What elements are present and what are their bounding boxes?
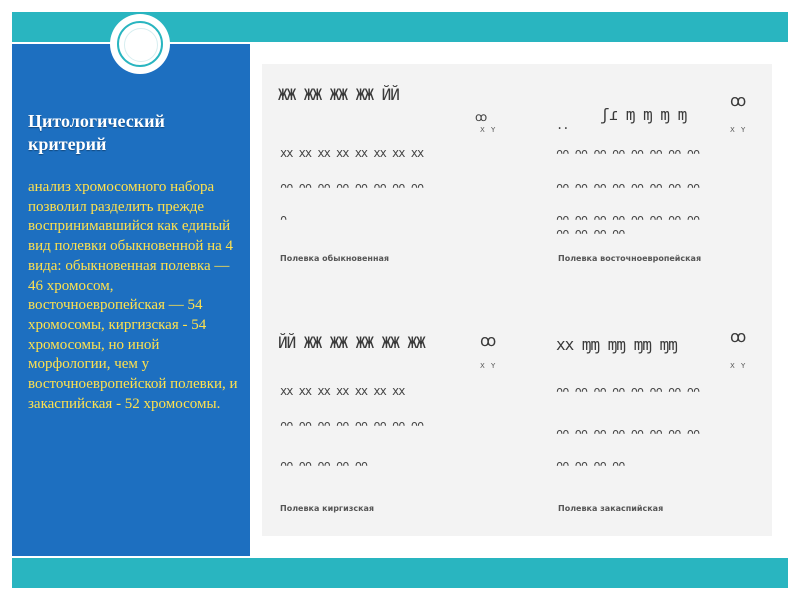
chromosome-row-large: хх ɱɱ ɱɱ ɱɱ ɱɱ bbox=[556, 335, 677, 354]
chromosome-row: ᴖᴖ ᴖᴖ ᴖᴖ ᴖᴖ ᴖᴖ ᴖᴖ ᴖᴖ ᴖᴖ bbox=[556, 180, 700, 194]
chromosome-row: хх хх хх хх хх хх хх хх bbox=[280, 146, 424, 160]
sex-chromosome-mark: ꝏ bbox=[730, 327, 746, 346]
sex-chromosome-mark: ꝏ bbox=[475, 110, 487, 124]
panel-caption: Полевка обыкновенная bbox=[280, 254, 389, 263]
karyotype-figure bbox=[262, 64, 772, 536]
panel-caption: Полевка восточноевропейская bbox=[558, 254, 702, 263]
xy-label: X Y bbox=[730, 126, 748, 134]
slide-body-text: анализ хромосомного набора позволил разделить прежде воспринимавшийся как единый вид полевки обыкновенной на 4 вида: обыкновенная полевка — 46 хромосом, восточноевропейская — 54 хромосомы, киргизская - 54 хромосомы, но иной морфологии, чем у восточноевропейской полевки, и закаспийская - 52 хромосомы. bbox=[28, 179, 238, 412]
xy-label: X Y bbox=[730, 362, 748, 370]
karyotype-panel-kyrgyz-vole bbox=[270, 314, 520, 544]
chromosome-row: ᴖᴖ ᴖᴖ ᴖᴖ ᴖᴖ ᴖᴖ bbox=[280, 458, 368, 472]
sex-chromosome-mark: ꝏ bbox=[730, 91, 746, 110]
karyotype-panel-east-european-vole bbox=[552, 76, 767, 306]
chromosome-row: хх хх хх хх хх хх хх bbox=[280, 384, 405, 398]
chromosome-row: ᴖᴖ ᴖᴖ ᴖᴖ ᴖᴖ ᴖᴖ ᴖᴖ ᴖᴖ ᴖᴖ bbox=[556, 384, 700, 398]
circle-badge-center bbox=[124, 28, 158, 62]
bottom-accent-band bbox=[12, 558, 788, 588]
chromosome-row: ᴖ bbox=[280, 212, 287, 226]
chromosome-row: ᴖᴖ ᴖᴖ ᴖᴖ ᴖᴖ ᴖᴖ ᴖᴖ ᴖᴖ ᴖᴖ bbox=[556, 212, 700, 226]
panel-caption: Полевка киргизская bbox=[280, 504, 375, 513]
chromosome-row: ᴖᴖ ᴖᴖ ᴖᴖ ᴖᴖ ᴖᴖ ᴖᴖ ᴖᴖ ᴖᴖ bbox=[280, 180, 424, 194]
chromosome-row-large: ЙЙ ЖЖ ЖЖ ЖЖ ЖЖ ЖЖ bbox=[278, 333, 425, 352]
panel-caption: Полевка закаспийская bbox=[558, 504, 664, 513]
karyotype-panel-common-vole bbox=[270, 76, 520, 306]
chromosome-row: ᴖᴖ ᴖᴖ ᴖᴖ ᴖᴖ ᴖᴖ ᴖᴖ ᴖᴖ ᴖᴖ bbox=[280, 418, 424, 432]
karyotype-panel-transcaspian-vole bbox=[552, 314, 767, 544]
chromosome-row: .. bbox=[556, 118, 569, 132]
chromosome-row-large: ЖЖ ЖЖ ЖЖ ЖЖ ЙЙ bbox=[278, 85, 399, 104]
slide-title: Цитологический критерий bbox=[28, 111, 165, 154]
chromosome-row: ᴖᴖ ᴖᴖ ᴖᴖ ᴖᴖ bbox=[556, 458, 625, 472]
sex-chromosome-mark: ꝏ bbox=[480, 331, 496, 350]
chromosome-row: ᴖᴖ ᴖᴖ ᴖᴖ ᴖᴖ bbox=[556, 226, 625, 240]
xy-label: X Y bbox=[480, 362, 498, 370]
chromosome-row-large: ʃɾ ɱ ɱ ɱ ɱ bbox=[600, 105, 687, 124]
xy-label: X Y bbox=[480, 126, 498, 134]
chromosome-row: ᴖᴖ ᴖᴖ ᴖᴖ ᴖᴖ ᴖᴖ ᴖᴖ ᴖᴖ ᴖᴖ bbox=[556, 146, 700, 160]
chromosome-row: ᴖᴖ ᴖᴖ ᴖᴖ ᴖᴖ ᴖᴖ ᴖᴖ ᴖᴖ ᴖᴖ bbox=[556, 426, 700, 440]
